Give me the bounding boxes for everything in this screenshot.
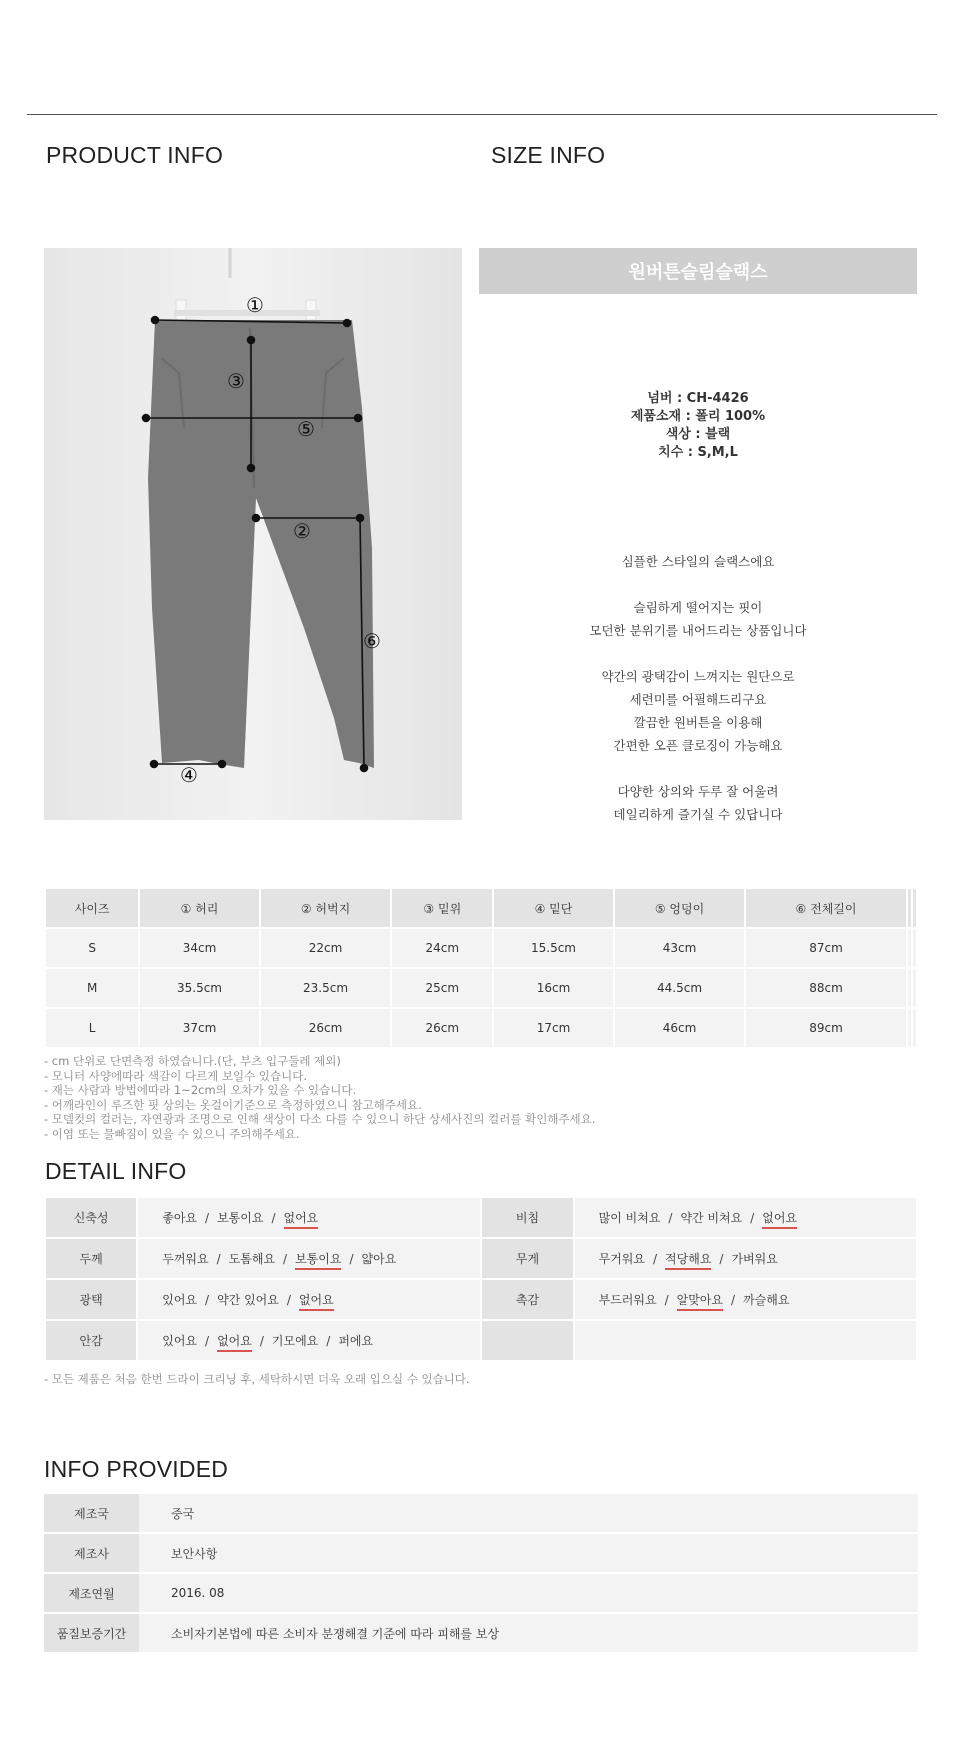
size-cell: 44.5cm bbox=[614, 968, 746, 1008]
option-separator: / bbox=[286, 1293, 291, 1307]
detail-options bbox=[574, 1197, 917, 1238]
product-description bbox=[479, 550, 917, 826]
detail-label: 광택 bbox=[45, 1279, 137, 1320]
detail-option: 있어요 bbox=[162, 1334, 198, 1348]
info-value: 중국 bbox=[139, 1494, 918, 1533]
product-photo bbox=[44, 248, 462, 820]
size-cell: 89cm bbox=[745, 1008, 906, 1048]
size-header-cell: ⑥ 전체길이 bbox=[745, 888, 906, 928]
detail-label: 무게 bbox=[481, 1238, 573, 1279]
size-cell: 35.5cm bbox=[139, 968, 259, 1008]
detail-options bbox=[574, 1238, 917, 1279]
description-line: 심플한 스타일의 슬랙스에요 bbox=[621, 554, 775, 569]
detail-option-selected: 없어요 bbox=[284, 1211, 319, 1229]
table-row bbox=[45, 1008, 917, 1048]
detail-option: 기모에요 bbox=[271, 1334, 319, 1348]
description-line: 모던한 분위기를 내어드리는 상품입니다 bbox=[589, 623, 807, 638]
description-line: 다양한 상의와 두루 잘 어울려 bbox=[617, 784, 779, 799]
description-line: 깔끔한 원버튼을 이용해 bbox=[633, 715, 763, 730]
option-separator: / bbox=[205, 1334, 210, 1348]
detail-options bbox=[574, 1279, 917, 1320]
option-separator: / bbox=[283, 1252, 288, 1266]
table-row bbox=[44, 1494, 918, 1533]
description-line: 약간의 광택감이 느껴지는 원단으로 bbox=[601, 669, 795, 684]
size-cell: 37cm bbox=[139, 1008, 259, 1048]
size-cell: M bbox=[45, 968, 139, 1008]
detail-options bbox=[137, 1238, 481, 1279]
info-value: 소비자기본법에 따른 소비자 분쟁해결 기준에 따라 피해를 보상 bbox=[139, 1613, 918, 1653]
detail-option: 얇아요 bbox=[361, 1252, 397, 1266]
size-cell bbox=[912, 928, 917, 968]
option-separator: / bbox=[205, 1293, 210, 1307]
detail-option: 가벼워요 bbox=[731, 1252, 778, 1266]
detail-option: 부드러워요 bbox=[598, 1293, 657, 1307]
product-name-bar: 원버튼슬림슬랙스 bbox=[479, 248, 917, 294]
size-cell: 15.5cm bbox=[493, 928, 613, 968]
detail-option: 까슬해요 bbox=[743, 1293, 790, 1307]
top-divider bbox=[27, 114, 937, 115]
detail-label: 비침 bbox=[481, 1197, 573, 1238]
description-line: 세련미를 어필해드리구요 bbox=[629, 692, 767, 707]
size-cell: 46cm bbox=[614, 1008, 746, 1048]
info-label: 제조사 bbox=[44, 1533, 139, 1573]
description-line bbox=[479, 573, 917, 596]
info-label: 제조연월 bbox=[44, 1573, 139, 1613]
description-line bbox=[479, 642, 917, 665]
table-row bbox=[44, 1533, 918, 1573]
spec-material: 제품소재 : 폴리 100% bbox=[630, 409, 766, 424]
detail-label: 안감 bbox=[45, 1320, 137, 1361]
detail-label bbox=[481, 1320, 573, 1361]
option-separator: / bbox=[731, 1293, 736, 1307]
info-value: 2016. 08 bbox=[139, 1573, 918, 1613]
table-row bbox=[44, 1573, 918, 1613]
size-cell: 43cm bbox=[614, 928, 746, 968]
detail-option: 좋아요 bbox=[162, 1211, 198, 1225]
size-cell: 24cm bbox=[391, 928, 493, 968]
option-separator: / bbox=[259, 1334, 264, 1348]
size-header-cell: ⑤ 엉덩이 bbox=[614, 888, 746, 928]
detail-label: 신축성 bbox=[45, 1197, 137, 1238]
size-note: - 모니터 사양에따라 색감이 다르게 보일수 있습니다. bbox=[44, 1068, 308, 1083]
size-note: - cm 단위로 단면측정 하였습니다.(단, 부츠 입구둘레 제외) bbox=[44, 1054, 341, 1068]
diagram-label-3: ③ bbox=[227, 369, 245, 393]
option-separator: / bbox=[326, 1334, 331, 1348]
option-separator: / bbox=[205, 1211, 210, 1225]
option-separator: / bbox=[750, 1211, 755, 1225]
detail-options bbox=[137, 1320, 481, 1361]
detail-option-selected: 보통이요 bbox=[295, 1252, 341, 1270]
detail-option: 많이 비쳐요 bbox=[598, 1211, 661, 1225]
info-value: 보안사항 bbox=[139, 1533, 918, 1573]
size-cell: 34cm bbox=[139, 928, 259, 968]
spec-color: 색상 : 블랙 bbox=[665, 427, 731, 442]
table-row bbox=[45, 1279, 917, 1320]
option-separator: / bbox=[653, 1252, 658, 1266]
diagram-label-4: ④ bbox=[180, 763, 198, 787]
size-header-cell bbox=[912, 888, 917, 928]
pants-measurement-diagram bbox=[44, 248, 462, 820]
detail-option-selected: 적당해요 bbox=[665, 1252, 711, 1270]
size-note: - 재는 사람과 방법에따라 1~2cm의 오차가 있을 수 있습니다. bbox=[44, 1083, 357, 1097]
spec-size: 치수 : S,M,L bbox=[658, 445, 738, 460]
size-note: - 어깨라인이 루즈한 핏 상의는 옷걸이기준으로 측정하였으니 참고해주세요. bbox=[44, 1097, 422, 1112]
table-row bbox=[45, 1320, 917, 1361]
size-cell: 23.5cm bbox=[260, 968, 392, 1008]
option-separator: / bbox=[349, 1252, 354, 1266]
info-provided-heading: INFO PROVIDED bbox=[44, 1456, 229, 1482]
size-cell: L bbox=[45, 1008, 139, 1048]
detail-empty-cell bbox=[574, 1320, 917, 1361]
description-line: 슬림하게 떨어지는 핏이 bbox=[633, 600, 763, 615]
detail-table bbox=[44, 1196, 918, 1362]
size-cell: 87cm bbox=[745, 928, 906, 968]
option-separator: / bbox=[719, 1252, 724, 1266]
detail-option: 퍼에요 bbox=[338, 1334, 374, 1348]
size-header-cell: ④ 밑단 bbox=[493, 888, 613, 928]
table-row bbox=[45, 1238, 917, 1279]
description-line: 간편한 오픈 클로징이 가능해요 bbox=[613, 738, 783, 753]
spec-number: 넘버 : CH-4426 bbox=[647, 391, 749, 406]
size-table-header bbox=[45, 888, 917, 928]
size-table bbox=[44, 887, 918, 1049]
detail-option: 있어요 bbox=[162, 1293, 198, 1307]
table-row bbox=[45, 968, 917, 1008]
product-info-heading: PRODUCT INFO bbox=[46, 142, 224, 168]
detail-option: 약간 비쳐요 bbox=[680, 1211, 743, 1225]
table-row bbox=[45, 1197, 917, 1238]
size-notes bbox=[44, 1054, 595, 1141]
detail-info-heading: DETAIL INFO bbox=[45, 1158, 187, 1184]
size-cell bbox=[912, 968, 917, 1008]
size-note: - 이염 또는 물빠짐이 있을 수 있으니 주의해주세요. bbox=[44, 1126, 300, 1141]
detail-option-selected: 알맞아요 bbox=[677, 1293, 723, 1311]
info-label: 제조국 bbox=[44, 1494, 139, 1533]
size-cell: 88cm bbox=[745, 968, 906, 1008]
detail-option: 무거워요 bbox=[598, 1252, 645, 1266]
description-line: 데일리하게 즐기실 수 있답니다 bbox=[613, 807, 783, 822]
size-cell: S bbox=[45, 928, 139, 968]
detail-option-selected: 없어요 bbox=[217, 1334, 252, 1352]
size-cell: 22cm bbox=[260, 928, 392, 968]
info-label: 품질보증기간 bbox=[44, 1613, 139, 1653]
size-cell bbox=[912, 1008, 917, 1048]
size-cell: 26cm bbox=[391, 1008, 493, 1048]
option-separator: / bbox=[668, 1211, 673, 1225]
size-header-cell: ① 허리 bbox=[139, 888, 259, 928]
detail-options bbox=[137, 1197, 481, 1238]
detail-option: 도톰해요 bbox=[228, 1252, 276, 1266]
option-separator: / bbox=[216, 1252, 221, 1266]
size-header-cell: 사이즈 bbox=[45, 888, 139, 928]
detail-option: 두꺼워요 bbox=[162, 1252, 209, 1266]
table-row bbox=[44, 1613, 918, 1653]
size-cell: 25cm bbox=[391, 968, 493, 1008]
option-separator: / bbox=[271, 1211, 276, 1225]
option-separator: / bbox=[664, 1293, 669, 1307]
diagram-label-1: ① bbox=[246, 293, 264, 317]
diagram-label-6: ⑥ bbox=[363, 629, 381, 653]
detail-label: 두께 bbox=[45, 1238, 137, 1279]
size-cell: 17cm bbox=[493, 1008, 613, 1048]
description-line bbox=[479, 757, 917, 780]
care-note: - 모든 제품은 처음 한번 드라이 크리닝 후, 세탁하시면 더욱 오래 입으실 수 있습니다. bbox=[44, 1372, 470, 1386]
detail-options bbox=[137, 1279, 481, 1320]
size-cell: 16cm bbox=[493, 968, 613, 1008]
detail-option: 보통이요 bbox=[217, 1211, 264, 1225]
detail-option-selected: 없어요 bbox=[299, 1293, 334, 1311]
table-row bbox=[45, 928, 917, 968]
diagram-label-5: ⑤ bbox=[297, 417, 315, 441]
size-note: - 모델컷의 컬러는, 자연광과 조명으로 인해 색상이 다소 다를 수 있으니 하단 상세사진의 컬러를 확인해주세요. bbox=[44, 1112, 596, 1126]
detail-label: 촉감 bbox=[481, 1279, 573, 1320]
info-provided-table bbox=[44, 1494, 918, 1654]
diagram-label-2: ② bbox=[293, 519, 311, 543]
size-header-cell: ② 허벅지 bbox=[260, 888, 392, 928]
detail-option: 약간 있어요 bbox=[217, 1293, 279, 1307]
detail-option-selected: 없어요 bbox=[762, 1211, 797, 1229]
size-info-heading: SIZE INFO bbox=[491, 142, 606, 168]
size-cell: 26cm bbox=[260, 1008, 392, 1048]
size-header-cell: ③ 밑위 bbox=[391, 888, 493, 928]
